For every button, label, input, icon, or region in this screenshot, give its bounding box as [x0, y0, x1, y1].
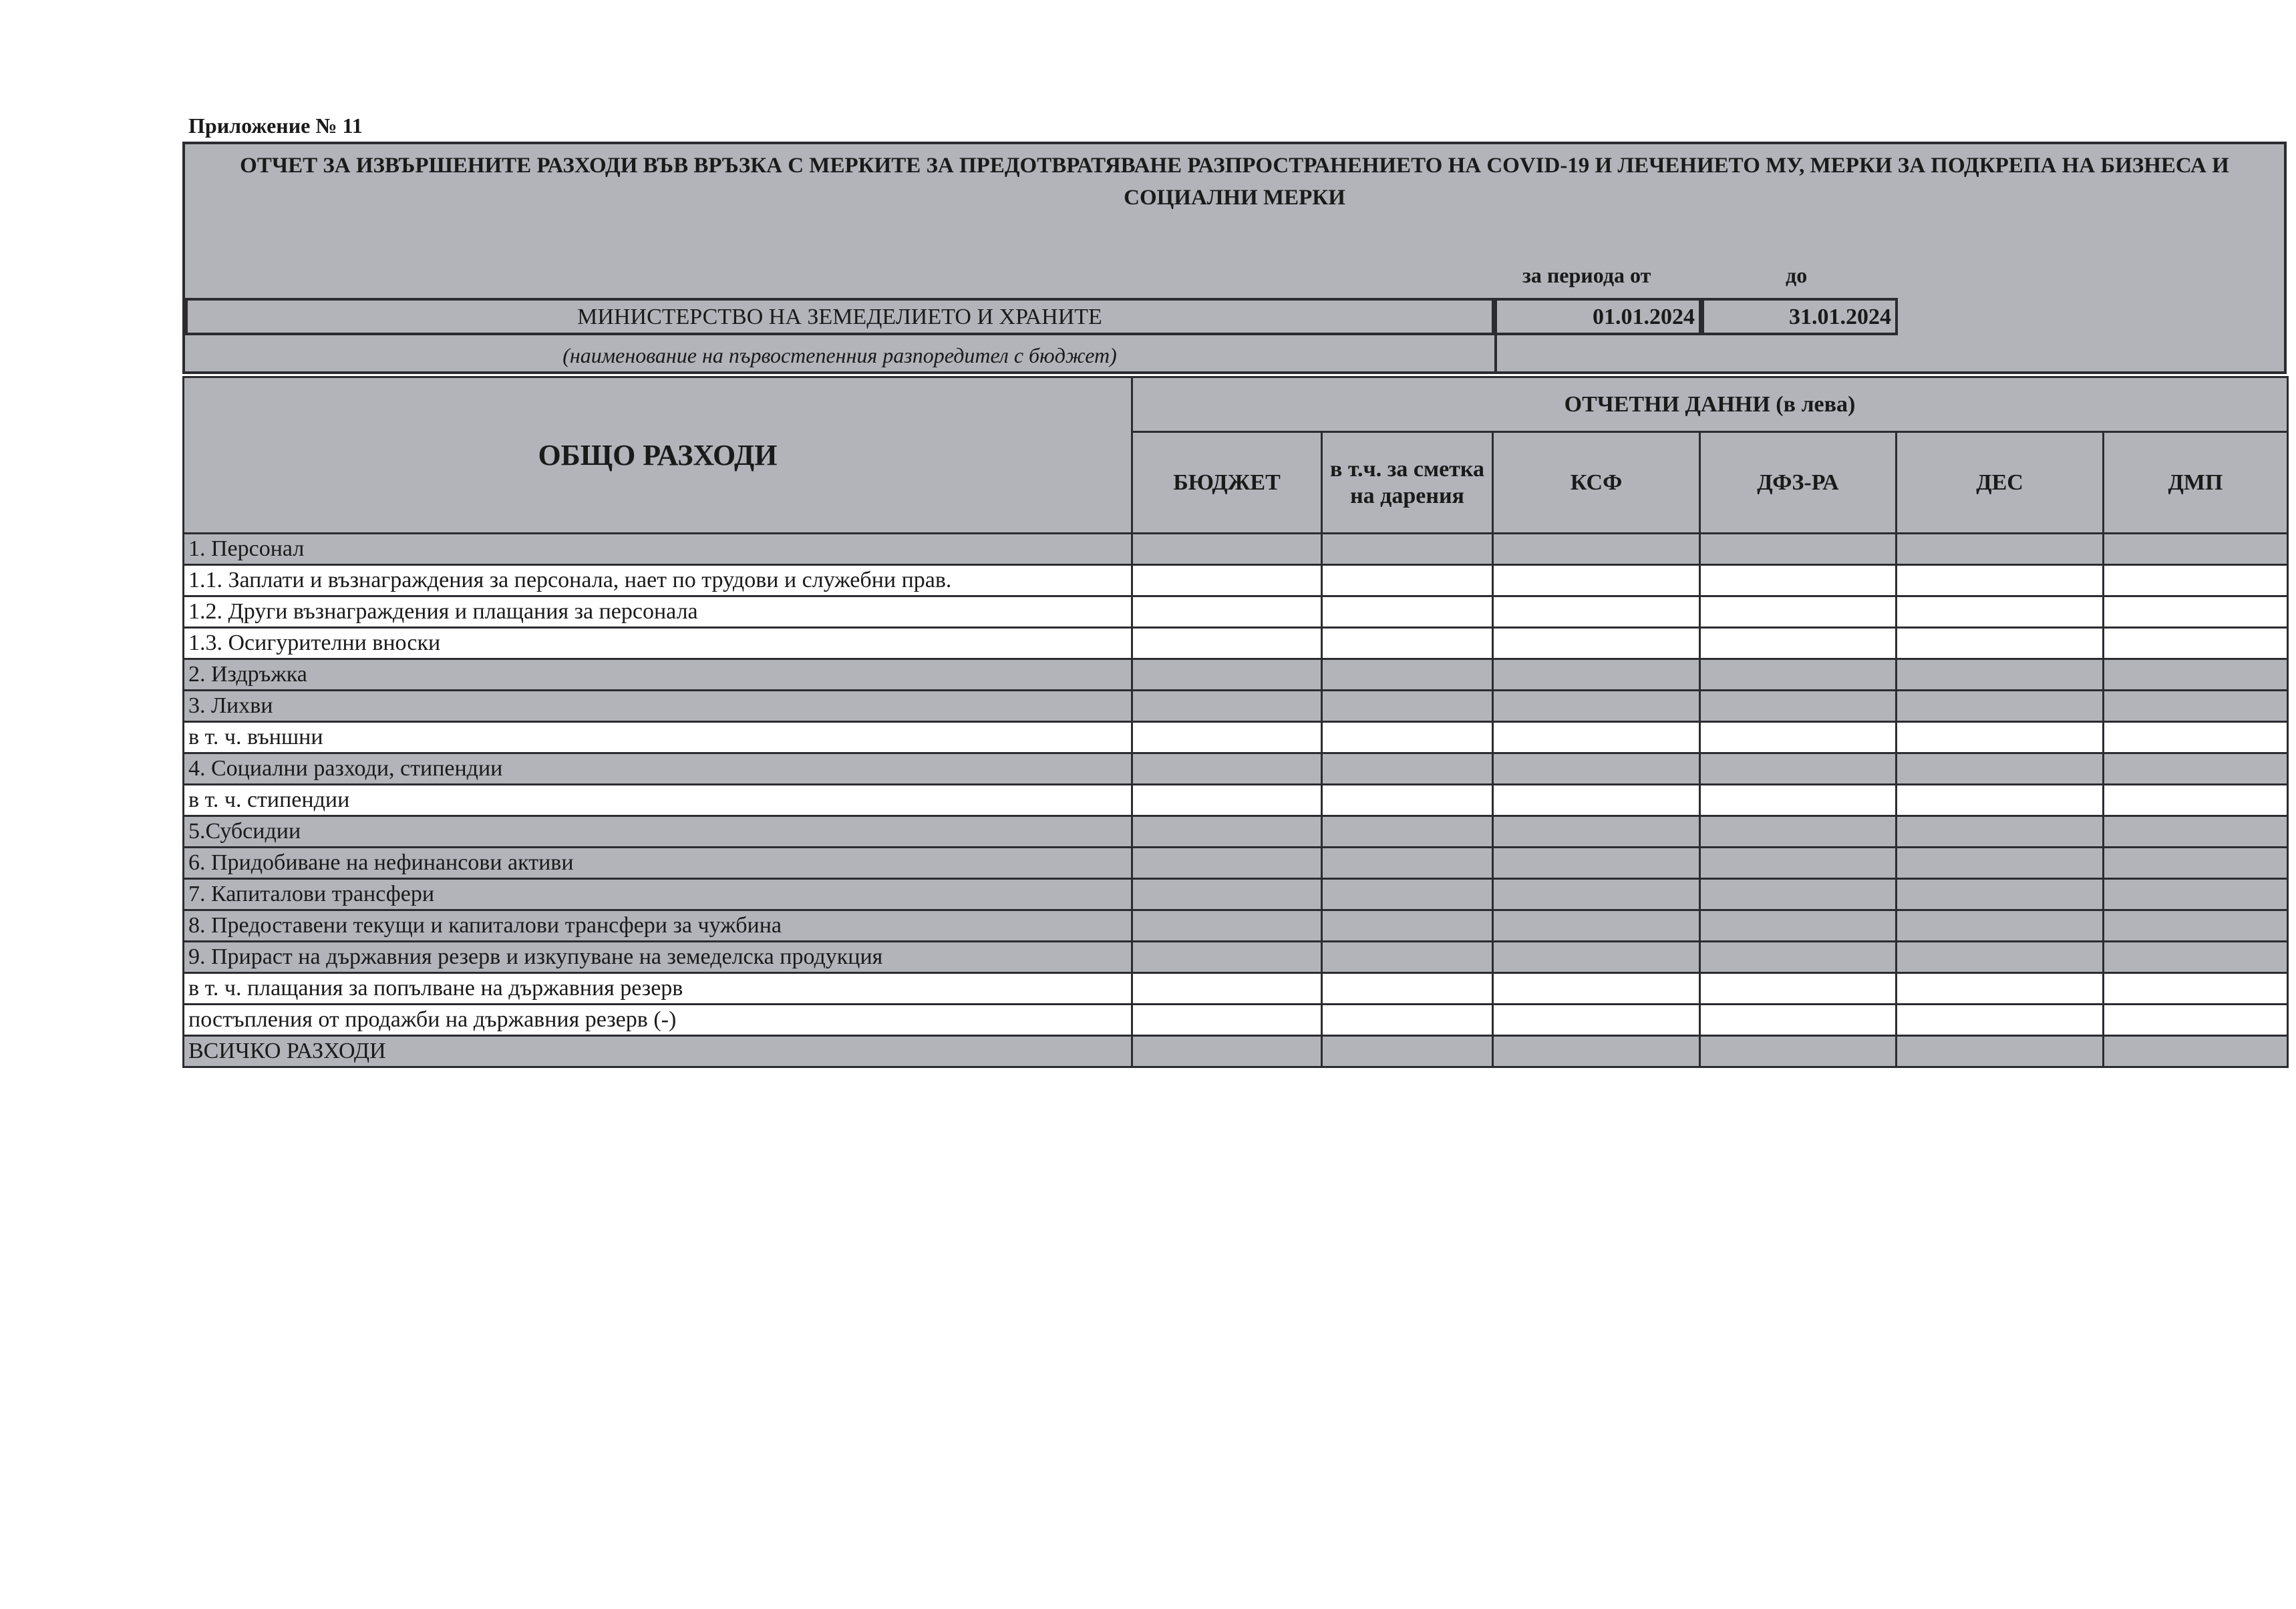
column-header: ДФЗ-РА	[1700, 432, 1897, 534]
row-label: ВСИЧКО РАЗХОДИ	[184, 1036, 1132, 1067]
value-cell	[1493, 565, 1700, 596]
value-cell	[1322, 722, 1493, 753]
value-cell	[1132, 816, 1322, 848]
value-cell	[1132, 848, 1322, 879]
value-cell	[1700, 722, 1897, 753]
value-cell	[1322, 816, 1493, 848]
row-label: 9. Прираст на държавния резерв и изкупуване на земеделска продукция	[184, 942, 1132, 973]
value-cell	[1132, 534, 1322, 565]
value-cell	[1132, 973, 1322, 1005]
value-cell	[1322, 910, 1493, 942]
table-row	[184, 910, 2288, 942]
value-cell	[1700, 659, 1897, 691]
value-cell	[2104, 565, 2288, 596]
value-cell	[2104, 628, 2288, 659]
value-cell	[2104, 816, 2288, 848]
value-cell	[2104, 534, 2288, 565]
value-cell	[1897, 596, 2104, 628]
table-row	[184, 942, 2288, 973]
value-cell	[1700, 973, 1897, 1005]
value-cell	[2104, 785, 2288, 816]
value-cell	[2104, 659, 2288, 691]
table-row	[184, 534, 2288, 565]
table-row	[184, 753, 2288, 785]
value-cell	[2104, 910, 2288, 942]
value-cell	[1132, 1036, 1322, 1067]
value-cell	[1700, 565, 1897, 596]
row-label: постъпления от продажби на държавния резерв (-)	[184, 1005, 1132, 1036]
value-cell	[1322, 1005, 1493, 1036]
value-cell	[2104, 973, 2288, 1005]
value-cell	[2104, 848, 2288, 879]
value-cell	[2104, 942, 2288, 973]
value-cell	[2104, 753, 2288, 785]
column-header: ДМП	[2104, 432, 2288, 534]
value-cell	[1322, 534, 1493, 565]
table-row	[184, 596, 2288, 628]
period-to-label: до	[1786, 263, 1808, 287]
row-label: 2. Издръжка	[184, 659, 1132, 691]
value-cell	[1322, 753, 1493, 785]
value-cell	[1322, 785, 1493, 816]
value-cell	[1700, 753, 1897, 785]
value-cell	[1132, 753, 1322, 785]
value-cell	[1322, 659, 1493, 691]
value-cell	[1897, 910, 2104, 942]
ministry-note: (наименование на първостепенния разпоредител с бюджет)	[562, 343, 1117, 367]
value-cell	[1322, 691, 1493, 722]
value-cell	[1132, 596, 1322, 628]
value-cell	[1897, 973, 2104, 1005]
value-cell	[1700, 910, 1897, 942]
row-label: 8. Предоставени текущи и капиталови трансфери за чужбина	[184, 910, 1132, 942]
value-cell	[1493, 534, 1700, 565]
report-header	[182, 142, 2287, 374]
period-from-date: 01.01.2024	[1494, 298, 1701, 335]
table-row	[184, 816, 2288, 848]
expense-report-table	[182, 376, 2289, 1068]
row-label: 1.2. Други възнаграждения и плащания за персонала	[184, 596, 1132, 628]
value-cell	[1322, 879, 1493, 910]
value-cell	[1700, 596, 1897, 628]
row-label: 1.1. Заплати и възнаграждения за персонала, нает по трудови и служебни прав.	[184, 565, 1132, 596]
value-cell	[1897, 848, 2104, 879]
value-cell	[1897, 659, 2104, 691]
row-label: в т. ч. стипендии	[184, 785, 1132, 816]
row-label: 5.Субсидии	[184, 816, 1132, 848]
row-label: 7. Капиталови трансфери	[184, 879, 1132, 910]
column-header: ДЕС	[1897, 432, 2104, 534]
table-row	[184, 722, 2288, 753]
value-cell	[1897, 534, 2104, 565]
table-row	[184, 691, 2288, 722]
table-row	[184, 659, 2288, 691]
value-cell	[1897, 879, 2104, 910]
value-cell	[1493, 942, 1700, 973]
value-cell	[1493, 816, 1700, 848]
value-cell	[1897, 785, 2104, 816]
report-title: ОТЧЕТ ЗА ИЗВЪРШЕНИТЕ РАЗХОДИ ВЪВ ВРЪЗКА С МЕРКИТЕ ЗА ПРЕДОТВРАТЯВАНЕ РАЗПРОСТРАНЕНИЕТО НА COVID-19 И ЛЕЧЕНИЕТО МУ, МЕРКИ ЗА ПОДКРЕПА НА БИЗНЕСА И СОЦИАЛНИ МЕРКИ	[240, 154, 2229, 210]
value-cell	[1897, 1005, 2104, 1036]
period-to-date: 31.01.2024	[1701, 298, 1898, 335]
value-cell	[2104, 879, 2288, 910]
table-row	[184, 973, 2288, 1005]
value-cell	[1132, 942, 1322, 973]
table-row	[184, 565, 2288, 596]
value-cell	[1132, 722, 1322, 753]
column-header: в т.ч. за сметка на дарения	[1322, 432, 1493, 534]
value-cell	[1493, 1005, 1700, 1036]
value-cell	[1322, 1036, 1493, 1067]
value-cell	[1700, 534, 1897, 565]
row-label: 4. Социални разходи, стипендии	[184, 753, 1132, 785]
column-header: БЮДЖЕТ	[1132, 432, 1322, 534]
value-cell	[1493, 910, 1700, 942]
value-cell	[1897, 691, 2104, 722]
value-cell	[1322, 565, 1493, 596]
row-label: 1.3. Осигурителни вноски	[184, 628, 1132, 659]
value-cell	[1132, 628, 1322, 659]
value-cell	[1132, 659, 1322, 691]
value-cell	[2104, 596, 2288, 628]
table-row	[184, 848, 2288, 879]
value-cell	[1897, 942, 2104, 973]
value-cell	[1322, 942, 1493, 973]
value-cell	[1493, 722, 1700, 753]
row-label: в т. ч. плащания за попълване на държавния резерв	[184, 973, 1132, 1005]
value-cell	[1897, 1036, 2104, 1067]
value-cell	[1493, 753, 1700, 785]
value-cell	[1700, 1005, 1897, 1036]
value-cell	[1493, 596, 1700, 628]
value-cell	[1700, 1036, 1897, 1067]
value-cell	[1700, 691, 1897, 722]
value-cell	[1132, 879, 1322, 910]
value-cell	[1132, 1005, 1322, 1036]
period-from-label: за периода от	[1522, 263, 1651, 287]
value-cell	[1493, 879, 1700, 910]
table-row	[184, 785, 2288, 816]
value-cell	[1132, 565, 1322, 596]
value-cell	[1132, 910, 1322, 942]
row-label: 6. Придобиване на нефинансови активи	[184, 848, 1132, 879]
value-cell	[1322, 848, 1493, 879]
value-cell	[1700, 848, 1897, 879]
header-divider	[1494, 335, 1497, 374]
value-cell	[1897, 816, 2104, 848]
value-cell	[2104, 722, 2288, 753]
row-label: в т. ч. външни	[184, 722, 1132, 753]
row-label: 3. Лихви	[184, 691, 1132, 722]
column-header: КСФ	[1493, 432, 1700, 534]
value-cell	[1897, 722, 2104, 753]
group-header: ОТЧЕТНИ ДАННИ (в лева)	[1132, 377, 2288, 432]
value-cell	[1897, 753, 2104, 785]
value-cell	[1322, 973, 1493, 1005]
value-cell	[1493, 659, 1700, 691]
table-row	[184, 628, 2288, 659]
value-cell	[1493, 691, 1700, 722]
row-label: 1. Персонал	[184, 534, 1132, 565]
value-cell	[2104, 691, 2288, 722]
value-cell	[1132, 785, 1322, 816]
value-cell	[1493, 973, 1700, 1005]
value-cell	[1897, 628, 2104, 659]
table-row	[184, 1036, 2288, 1067]
value-cell	[1700, 628, 1897, 659]
value-cell	[1700, 785, 1897, 816]
ministry-name: МИНИСТЕРСТВО НА ЗЕМЕДЕЛИЕТО И ХРАНИТЕ	[185, 298, 1494, 335]
value-cell	[1897, 565, 2104, 596]
value-cell	[1322, 596, 1493, 628]
table-row	[184, 1005, 2288, 1036]
row-header: ОБЩО РАЗХОДИ	[184, 377, 1132, 534]
value-cell	[1493, 848, 1700, 879]
value-cell	[1132, 691, 1322, 722]
appendix-number: Приложение № 11	[188, 114, 363, 138]
value-cell	[1493, 785, 1700, 816]
value-cell	[1700, 942, 1897, 973]
value-cell	[1493, 1036, 1700, 1067]
value-cell	[1700, 879, 1897, 910]
table-row	[184, 879, 2288, 910]
value-cell	[1700, 816, 1897, 848]
value-cell	[1322, 628, 1493, 659]
value-cell	[1493, 628, 1700, 659]
value-cell	[2104, 1005, 2288, 1036]
value-cell	[2104, 1036, 2288, 1067]
